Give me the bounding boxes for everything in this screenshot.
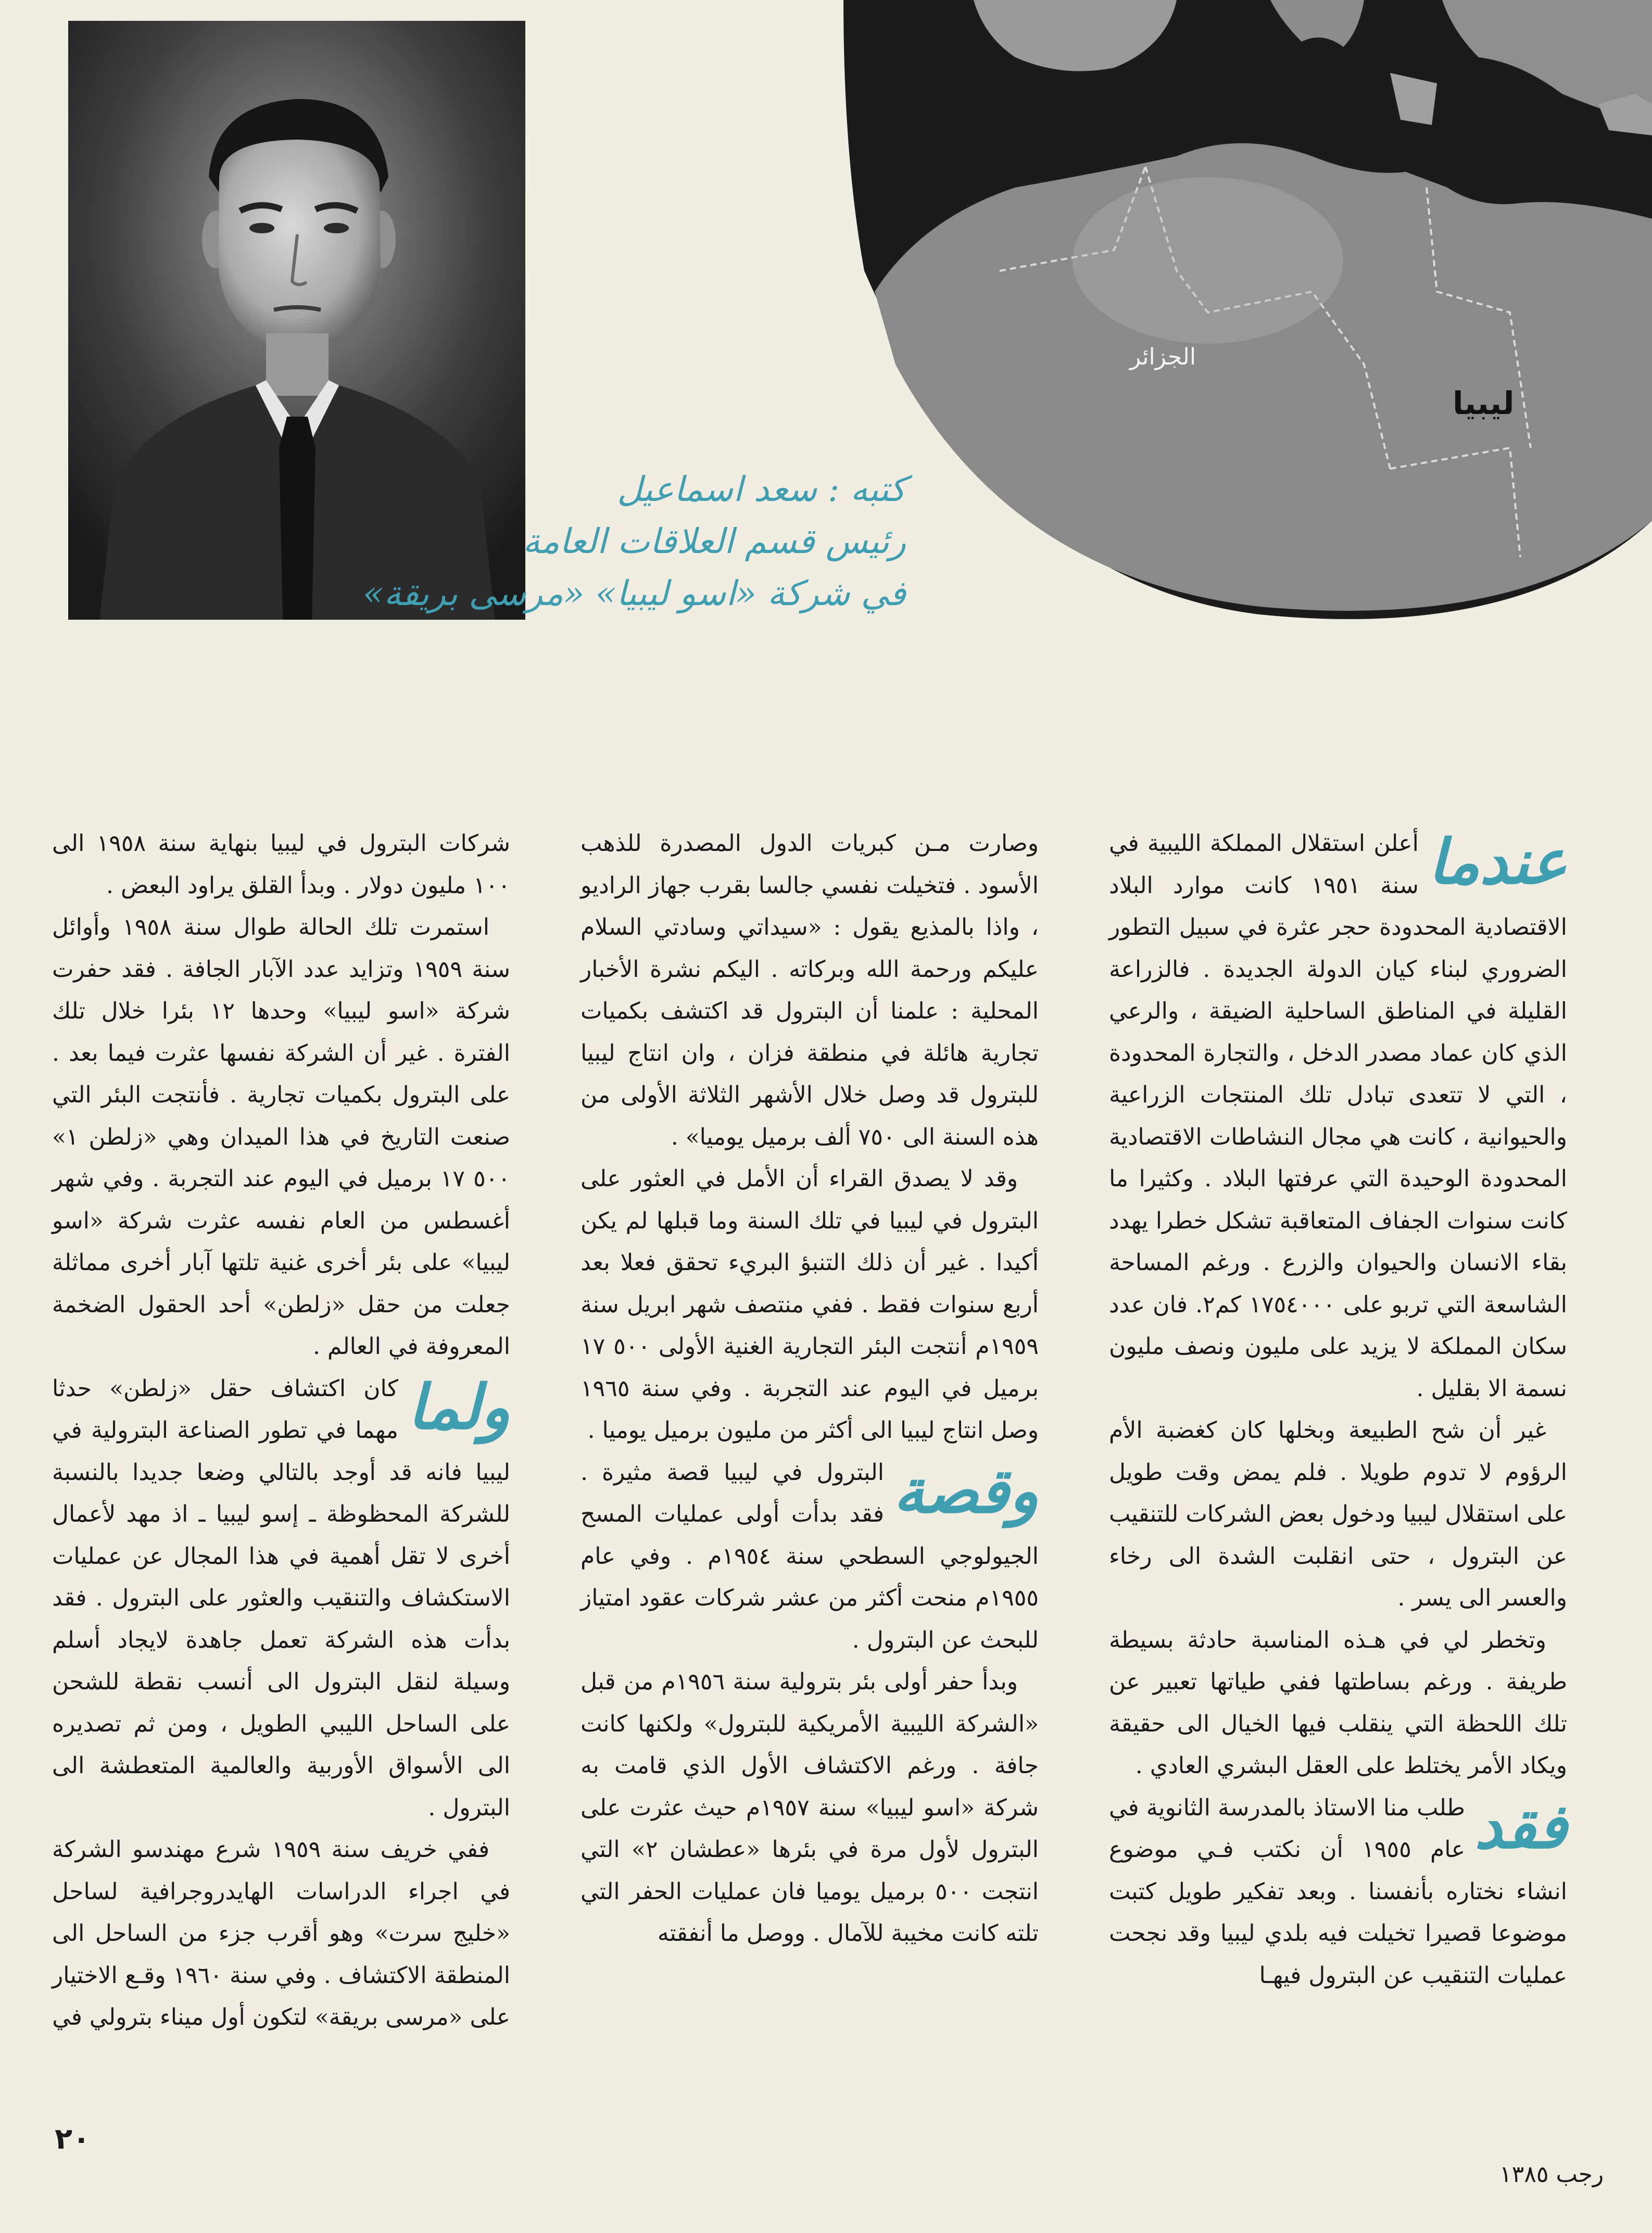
paragraph: ففي خريف سنة ١٩٥٩ شرع مهندسو الشركة في اجراء الدراسات الهايدروجرافية لساحل «خليج سرت» وهو أقرب جزء من الساحل الى المنطقة الاكتشاف . وفي سنة ١٩٦٠ وقـع الاختيار على «مرسى بريقة» لتكون أول ميناء بترولي في: [52, 1836, 510, 2030]
paragraph: طلب منا الاستاذ بالمدرسة الثانوية في عام ١٩٥٥ أن نكتب فـي موضوع انشاء نختاره بأنفسنا . وبعد تفكير طويل كتبت موضوعا قصيرا تخيلت فيه بلدي ليبيا وقد نجحت عمليات التنقيب عن البترول فيهـا: [1109, 1794, 1567, 1989]
paragraph: كان اكتشاف حقل «زلطن» حدثا مهما في تطور الصناعة البترولية في ليبيا فانه قد أوجد بالتالي وضعا جديدا بالنسبة للشركة المحظوظة ـ إسو ليبيا ـ اذ مهد لأعمال أخرى لا تقل أهمية في هذا المجال عن عمليات الاستكشاف والتنقيب والعثور على البترول . فقد بدأت هذه الشركة تعمل جاهدة لايجاد أسلم وسيلة لنقل البترول الى أنسب نقطة للشحن على الساحل الليبي الطويل ، ومن ثم تصديره الى الأسواق الأوربية والعالمية المتعطشة الى البترول .: [52, 1375, 510, 1821]
author-portrait-photo: [68, 21, 525, 620]
map-label-algeria: الجزائر: [1130, 344, 1196, 370]
paragraph: وبدأ حفر أولى بئر بترولية سنة ١٩٥٦م من قبل «الشركة الليبية الأمريكية للبترول» ولكنها كانت جافة . ورغم الاكتشاف الأول الذي قامت به شركة «اسو ليبيا» سنة ١٩٥٧م حيث عثرت على البترول لأول مرة في بئرها «عطشان ٢» التي انتجت ٥٠٠ برميل يوميا فان عمليات الحفر التي تلته كانت مخيبة للآمال . ووصل ما أنفقته: [581, 1669, 1039, 1947]
map-globe: [843, 0, 1652, 641]
map-label-libya: ليبيا: [1453, 385, 1515, 422]
drop-word: عندما: [1428, 825, 1567, 898]
paragraph: شركات البترول في ليبيا بنهاية سنة ١٩٥٨ الى ١٠٠ مليون دولار . وبدأ القلق يراود البعض .: [52, 830, 510, 899]
drop-word: وقصة: [893, 1454, 1039, 1527]
byline-author: كتبه : سعد اسماعيل: [617, 469, 906, 509]
drop-word: فقد: [1474, 1789, 1567, 1862]
drop-word: ولما: [407, 1370, 510, 1443]
paragraph: استمرت تلك الحالة طوال سنة ١٩٥٨ وأوائل سنة ١٩٥٩ وتزايد عدد الآبار الجافة . فقد حفرت شركة «اسو ليبيا» وحدها ١٢ بئرا خلال تلك الفترة . غير أن الشركة نفسها عثرت فيما بعد . على البترول بكميات تجارية . فأنتجت البئر التي صنعت التاريخ في هذا الميدان وهي «زلطن ١» ٥٠٠ ١٧ برميل في اليوم عند التجربة . وفي شهر أغسطس من العام نفسه عثرت شركة «اسو ليبيا» على بئر أخرى غنية تلتها آبار أخرى مماثلة جعلت من حقل «زلطن» أحد الحقول الضخمة المعروفة في العالم .: [52, 914, 510, 1360]
page-number: ٢٠: [55, 2122, 91, 2156]
article-column-right: [1109, 823, 1567, 1997]
author-byline: [362, 463, 906, 620]
issue-date: رجب ١٣٨٥: [1499, 2161, 1604, 2188]
paragraph: أعلن استقلال المملكة الليبية في سنة ١٩٥١ كانت موارد البلاد الاقتصادية المحدودة حجر عثرة في سبيل التطور الضروري لبناء كيان الدولة الجديدة . فالزراعة القليلة في المناطق الساحلية الضيقة ، والرعي الذي كان عماد مصدر الدخل ، والتجارة المحدودة ، التي لا تتعدى تبادل تلك المنتجات الزراعية والحيوانية ، كانت هي مجال النشاطات الاقتصادية المحدودة الوحيدة التي عرفتها البلاد . وكثيرا ما كانت سنوات الجفاف المتعاقبة تشكل خطرا يهدد بقاء الانسان والحيوان والزرع . ورغم المساحة الشاسعة التي تربو على ١٧٥٤٠٠٠ كم٢. فان عدد سكان المملكة لا يزيد على مليون ونصف مليون نسمة الا بقليل .: [1109, 830, 1568, 1402]
byline-company: في شركة «اسو ليبيا» «مرسى بريقة»: [362, 573, 906, 613]
paragraph: وصارت مـن كبريات الدول المصدرة للذهب الأسود . فتخيلت نفسي جالسا بقرب جهاز الراديو ، واذا بالمذيع يقول : «سيداتي وسادتي السلام عليكم ورحمة الله وبركاته . اليكم نشرة الأخبار المحلية : علمنا أن البترول قد اكتشف بكميات تجارية هائلة في منطقة فزان ، وان انتاج ليبيا للبترول قد وصل خلال الأشهر الثلاثة الأولى من هذه السنة الى ٧٥٠ ألف برميل يوميا» .: [581, 830, 1039, 1150]
paragraph: وقد لا يصدق القراء أن الأمل في العثور على البترول في ليبيا في تلك السنة وما قبلها لم يكن أكيدا . غير أن ذلك التنبؤ البريء تحقق فعلا بعد أربع سنوات فقط . ففي منتصف شهر ابريل سنة ١٩٥٩م أنتجت البئر التجارية الغنية الأولى ٥٠٠ ١٧ برميل في اليوم عند التجربة . وفي سنة ١٩٦٥ وصل انتاج ليبيا الى أكثر من مليون برميل يوميا .: [581, 1165, 1039, 1444]
paragraph: البترول في ليبيا قصة مثيرة . فقد بدأت أولى عمليات المسح الجيولوجي السطحي سنة ١٩٥٤م . وفي عام ١٩٥٥م منحت أكثر من عشر شركات عقود امتياز للبحث عن البترول .: [581, 1459, 1039, 1653]
paragraph: وتخطر لي في هـذه المناسبة حادثة بسيطة طريفة . ورغم بساطتها ففي طياتها تعبير عن تلك اللحظة التي ينقلب فيها الخيال الى حقيقة ويكاد الأمر يختلط على العقل البشري العادي .: [1109, 1626, 1567, 1779]
paragraph: غير أن شح الطبيعة وبخلها كان كغضبة الأم الرؤوم لا تدوم طويلا . فلم يمض وقت طويل على استقلال ليبيا ودخول بعض الشركات للتنقيب عن البترول ، حتى انقلبت الشدة الى رخاء والعسر الى يسر .: [1109, 1417, 1567, 1611]
byline-position: رئيس قسم العلاقات العامة: [522, 521, 906, 561]
portrait-illustration: [68, 21, 525, 620]
north-africa-map: [843, 0, 1652, 641]
article-column-middle: [581, 823, 1039, 1955]
article-column-left: [52, 823, 510, 2039]
